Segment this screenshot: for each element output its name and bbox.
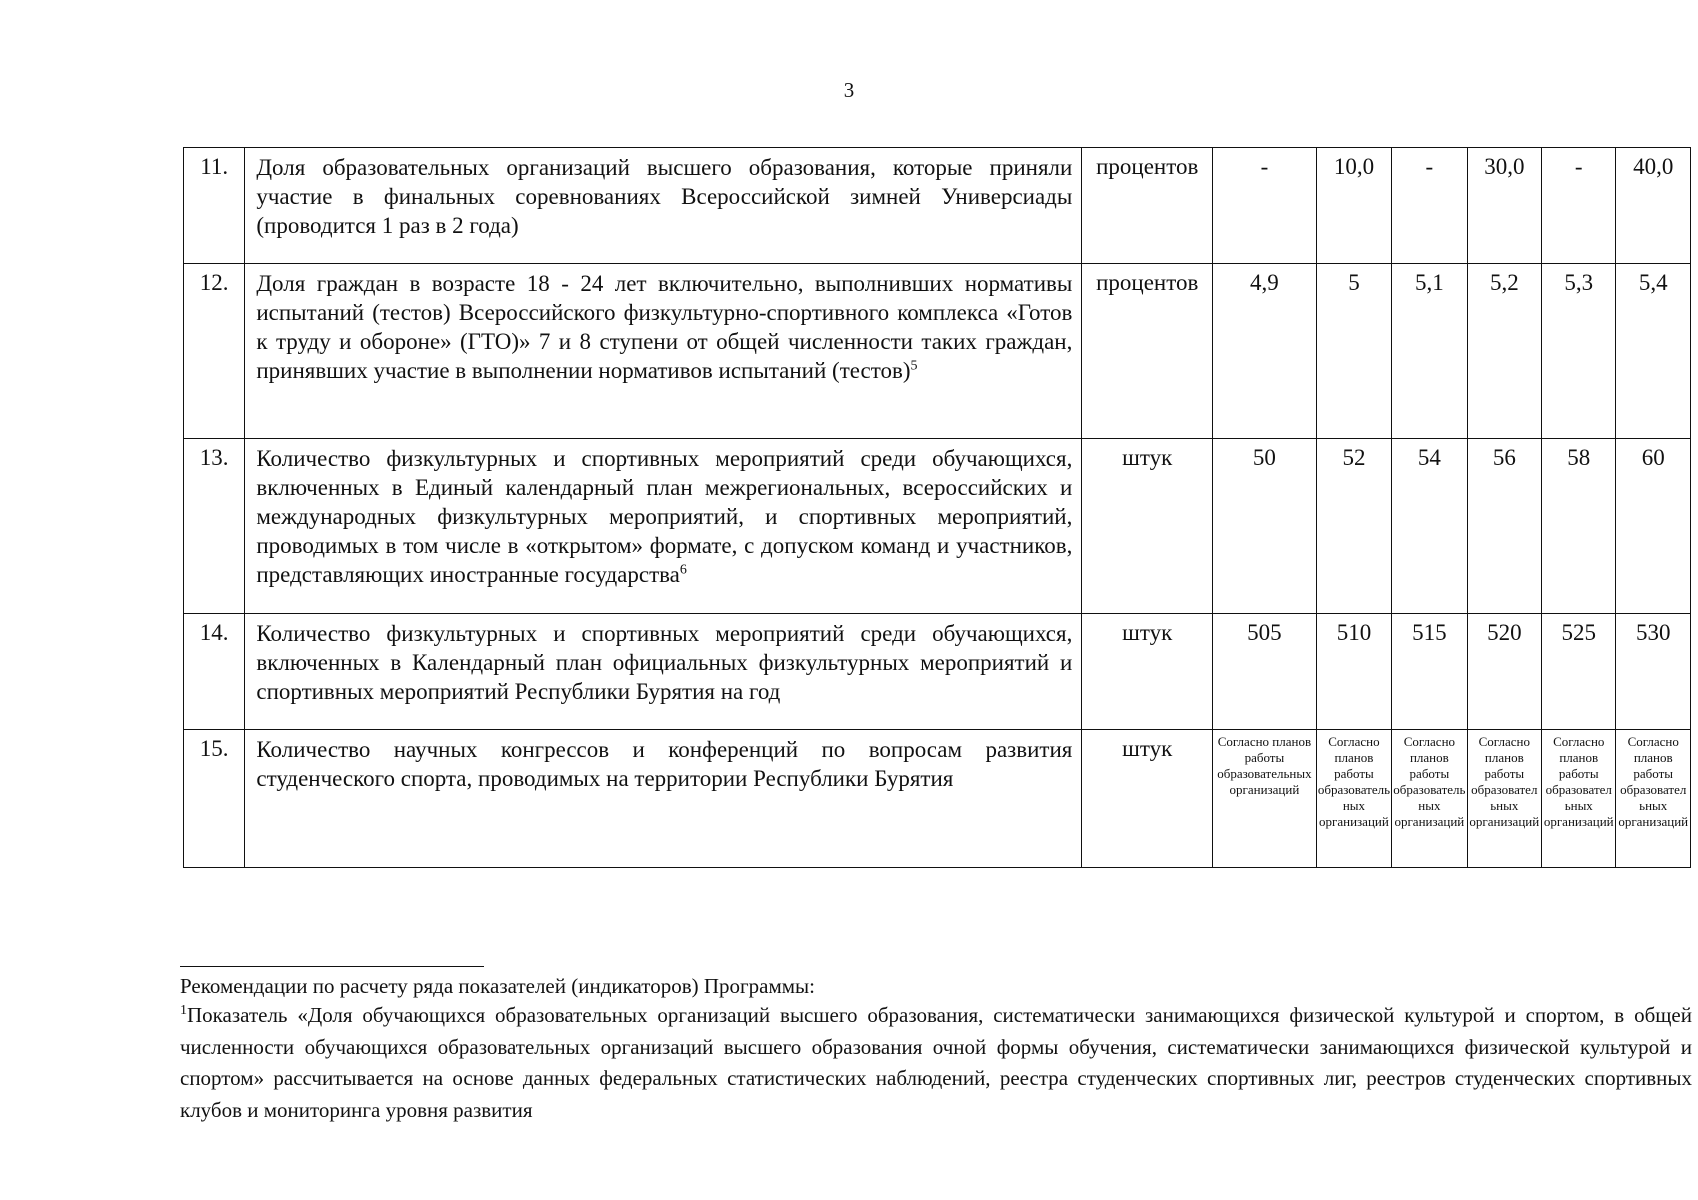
- value-cell: Согласно планов работы образовательных организаций: [1316, 730, 1391, 868]
- table-row: [184, 730, 1691, 868]
- row-number: 14.: [184, 614, 245, 730]
- indicator-name: Количество физкультурных и спортивных мероприятий среди обучающихся, включенных в Календарный план официальных физкультурных мероприятий и спортивных мероприятий Республики Бурятия на год: [256, 621, 1073, 704]
- value-cell: Согласно планов работы образовательных организаций: [1213, 730, 1317, 868]
- page-number: 3: [843, 78, 855, 102]
- footnote-number: 1: [180, 1003, 187, 1018]
- value-cell: 58: [1542, 439, 1616, 614]
- unit-cell: штук: [1082, 614, 1213, 730]
- footnotes-heading: Рекомендации по расчету ряда показателей (индикаторов) Программы:: [180, 974, 815, 998]
- indicator-name-cell: [245, 730, 1082, 868]
- value-cell: 4,9: [1213, 264, 1317, 439]
- value-cell: Согласно планов работы образовательных организаций: [1392, 730, 1467, 868]
- value-cell: -: [1213, 148, 1317, 264]
- value-cell: 530: [1616, 614, 1691, 730]
- table-row: [184, 264, 1691, 439]
- value-cell: 40,0: [1616, 148, 1691, 264]
- value-cell: 515: [1392, 614, 1467, 730]
- table-row: [184, 148, 1691, 264]
- footnote-1: [180, 1000, 1692, 1126]
- value-cell: -: [1392, 148, 1467, 264]
- row-number: 12.: [184, 264, 245, 439]
- footnote-separator: [180, 966, 484, 967]
- unit-cell: процентов: [1082, 148, 1213, 264]
- indicators-table: [183, 147, 1691, 868]
- table-row: [184, 614, 1691, 730]
- unit-cell: штук: [1082, 439, 1213, 614]
- unit-cell: процентов: [1082, 264, 1213, 439]
- value-cell: 5: [1316, 264, 1391, 439]
- footnote-reference: 5: [910, 358, 918, 374]
- indicator-name: Доля образовательных организаций высшего образования, которые приняли участие в финальных соревнованиях Всероссийской зимней Универсиады (проводится 1 раз в 2 года): [256, 155, 1073, 238]
- row-number: 13.: [184, 439, 245, 614]
- value-cell: 30,0: [1467, 148, 1541, 264]
- value-cell: Согласно планов работы образовательных организаций: [1616, 730, 1691, 868]
- value-cell: 520: [1467, 614, 1541, 730]
- value-cell: 56: [1467, 439, 1541, 614]
- value-cell: 505: [1213, 614, 1317, 730]
- footnote-body: Показатель «Доля обучающихся образовательных организаций высшего образования, систематически занимающихся физической культурой и спортом, в общей численности обучающихся образовательных организаций высшего образования очной формы обучения, систематически занимающихся физической культурой и спортом» рассчитывается на основе данных федеральных статистических наблюдений, реестра студенческих спортивных лиг, реестров студенческих спортивных клубов и мониторинга уровня развития: [180, 1003, 1692, 1122]
- value-cell: 50: [1213, 439, 1317, 614]
- indicator-name: Доля граждан в возрасте 18 - 24 лет включительно, выполнивших нормативы испытаний (тестов) Всероссийского физкультурно-спортивного комплекса «Готов к труду и обороне» (ГТО)» 7 и 8 ступени от общей численности таких граждан, принявших участие в выполнении нормативов испытаний (тестов)$^5$: [256, 271, 1073, 383]
- indicator-name: Количество физкультурных и спортивных мероприятий среди обучающихся, включенных в Единый календарный план межрегиональных, всероссийских и международных физкультурных мероприятий, и спортивных мероприятий, проводимых в том числе в «открытом» формате, с допуском команд и участников, представляющих иностранные государства$^6$: [256, 446, 1073, 587]
- indicator-name: Количество научных конгрессов и конференций по вопросам развития студенческого спорта, проводимых на территории Республики Бурятия: [256, 737, 1073, 791]
- row-number: 11.: [184, 148, 245, 264]
- value-cell: 510: [1316, 614, 1391, 730]
- table-row: [184, 439, 1691, 614]
- value-cell: Согласно планов работы образовательных организаций: [1542, 730, 1616, 868]
- value-cell: 525: [1542, 614, 1616, 730]
- value-cell: 52: [1316, 439, 1391, 614]
- value-cell: 10,0: [1316, 148, 1391, 264]
- value-cell: Согласно планов работы образовательных организаций: [1467, 730, 1541, 868]
- value-cell: 5,1: [1392, 264, 1467, 439]
- unit-cell: штук: [1082, 730, 1213, 868]
- value-cell: 5,3: [1542, 264, 1616, 439]
- indicator-name-cell: [245, 264, 1082, 439]
- footnote-reference: 6: [679, 562, 687, 578]
- value-cell: -: [1542, 148, 1616, 264]
- value-cell: 54: [1392, 439, 1467, 614]
- indicator-name-cell: [245, 614, 1082, 730]
- value-cell: 60: [1616, 439, 1691, 614]
- row-number: 15.: [184, 730, 245, 868]
- value-cell: 5,2: [1467, 264, 1541, 439]
- indicator-name-cell: [245, 148, 1082, 264]
- indicator-name-cell: [245, 439, 1082, 614]
- value-cell: 5,4: [1616, 264, 1691, 439]
